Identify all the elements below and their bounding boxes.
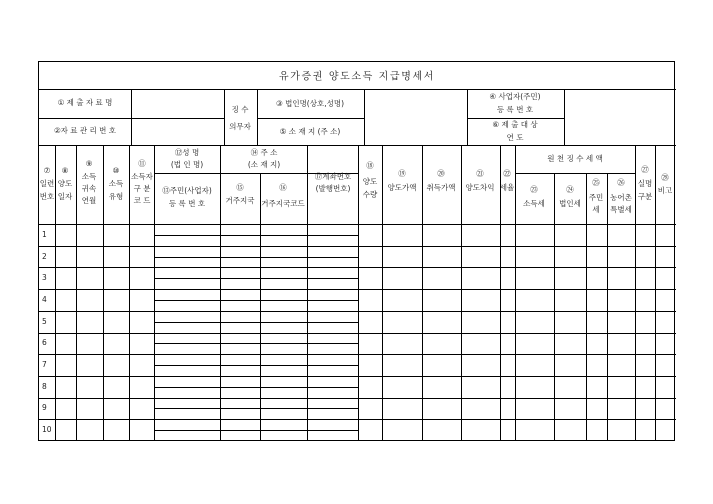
col-transfer-date-label-2: 일자 xyxy=(57,192,73,201)
row-number: 3 xyxy=(42,273,47,282)
row-number: 9 xyxy=(42,403,47,412)
col-serial-label-1: 일련 xyxy=(39,179,55,188)
col-corp-tax-label: 법인세 xyxy=(559,199,581,208)
col-income-type-label-1: 소득 xyxy=(108,179,124,188)
form-title: 유가증권 양도소득 지급명세서 xyxy=(279,71,435,83)
row-number: 2 xyxy=(42,252,47,261)
col-income-type-label-2: 유형 xyxy=(108,192,124,201)
corp-name-label: ③ 법인명(상호,성명) xyxy=(275,99,345,108)
col-name-label-1: ⑫성 명 xyxy=(174,148,200,157)
col-income-tax-label: 소득세 xyxy=(523,199,545,208)
address-label: ⑤ 소 재 지 (주 소) xyxy=(279,127,341,136)
submit-year-label-2: 연 도 xyxy=(506,133,524,142)
statement-form xyxy=(38,61,675,441)
col-serial-num: ⑦ xyxy=(43,166,51,175)
col-gain-num: ㉑ xyxy=(476,169,484,178)
col-resident-tax-label-1: 주민 xyxy=(588,193,604,202)
col-real-name-label-1: 실명 xyxy=(637,179,653,188)
row-number: 7 xyxy=(42,360,47,369)
col-acq-price-num: ⑳ xyxy=(437,169,445,178)
col-rural-tax-label-1: 농어촌 xyxy=(610,193,632,202)
submitter-name-label: ① 제 출 자 료 명 xyxy=(57,98,113,107)
biz-reg-label-1: ④ 사업자(주민) xyxy=(489,92,541,101)
col-income-period-label-3: 연월 xyxy=(81,196,97,205)
data-mgmt-no-label: ②자 료 관 리 번 호 xyxy=(53,126,117,135)
col-rural-tax-num: ㉖ xyxy=(617,178,625,187)
row-number: 10 xyxy=(42,425,52,434)
col-tax-rate-label: 세율 xyxy=(499,183,515,192)
col-address-label-1: ⑭ 주 소 xyxy=(250,148,278,157)
col-serial-label-2: 번호 xyxy=(39,192,55,201)
biz-reg-label-2: 등 록 번 호 xyxy=(496,105,534,114)
col-address-label-2: (소 재 지) xyxy=(247,160,281,169)
col-remarks-label: 비고 xyxy=(657,186,673,195)
col-income-type-num: ⑩ xyxy=(112,166,120,175)
col-income-tax-num: ㉓ xyxy=(530,185,538,194)
col-rural-tax-label-2: 특별세 xyxy=(610,205,632,214)
withheld-tax-header: 원 천 징 수 세 액 xyxy=(547,154,603,163)
submit-year-label-1: ⑥ 제 출 대 상 xyxy=(492,120,538,129)
col-earner-code-label-2: 구 분 xyxy=(133,184,151,193)
col-transfer-price-num: ⑲ xyxy=(398,169,406,178)
col-earner-code-label-3: 코 드 xyxy=(133,196,151,205)
col-income-period-num: ⑨ xyxy=(85,159,93,168)
row-number: 4 xyxy=(42,295,47,304)
row-number: 6 xyxy=(42,338,47,347)
col-quantity-num: ⑱ xyxy=(366,161,374,170)
col-acq-price-label: 취득가액 xyxy=(426,183,456,192)
col-account-label-1: ⑰계좌번호 xyxy=(314,172,352,181)
col-remarks-num: ㉘ xyxy=(661,173,669,182)
col-real-name-num: ㉗ xyxy=(641,165,649,174)
col-tax-rate-num: ㉒ xyxy=(503,169,511,178)
col-real-name-label-2: 구분 xyxy=(637,192,653,201)
row-number: 1 xyxy=(42,230,47,239)
col-reg-no-label-2: 등 록 번 호 xyxy=(168,199,206,208)
col-earner-code-num: ⑪ xyxy=(138,159,146,168)
col-residence-code-num: ⑯ xyxy=(279,183,287,192)
col-quantity-label-2: 수량 xyxy=(362,190,378,199)
col-residence-label: 거주지국 xyxy=(225,196,255,205)
col-resident-tax-label-2: 세 xyxy=(592,205,600,214)
col-quantity-label-1: 양도 xyxy=(362,177,378,186)
withholding-agent-label-2: 의무자 xyxy=(229,122,251,131)
row-number: 8 xyxy=(42,382,47,391)
col-transfer-price-label: 양도가액 xyxy=(387,183,417,192)
row-number: 5 xyxy=(42,317,47,326)
col-reg-no-label-1: ⑬주민(사업자) xyxy=(162,186,212,195)
withholding-agent-label-1: 징 수 xyxy=(231,105,249,114)
col-name-label-2: (법 인 명) xyxy=(170,160,204,169)
col-resident-tax-num: ㉕ xyxy=(592,178,600,187)
col-earner-code-label-1: 소득자 xyxy=(131,172,153,181)
col-income-period-label-2: 귀속 xyxy=(81,184,97,193)
col-income-period-label-1: 소득 xyxy=(81,172,97,181)
col-corp-tax-num: ㉔ xyxy=(566,185,574,194)
col-residence-num: ⑮ xyxy=(236,183,244,192)
col-residence-code-label: 거주지국코드 xyxy=(261,199,305,208)
col-transfer-date-label-1: 양도 xyxy=(57,179,73,188)
col-transfer-date-num: ⑧ xyxy=(61,166,69,175)
col-gain-label: 양도차익 xyxy=(465,183,495,192)
col-account-label-2: (발행번호) xyxy=(315,184,351,193)
